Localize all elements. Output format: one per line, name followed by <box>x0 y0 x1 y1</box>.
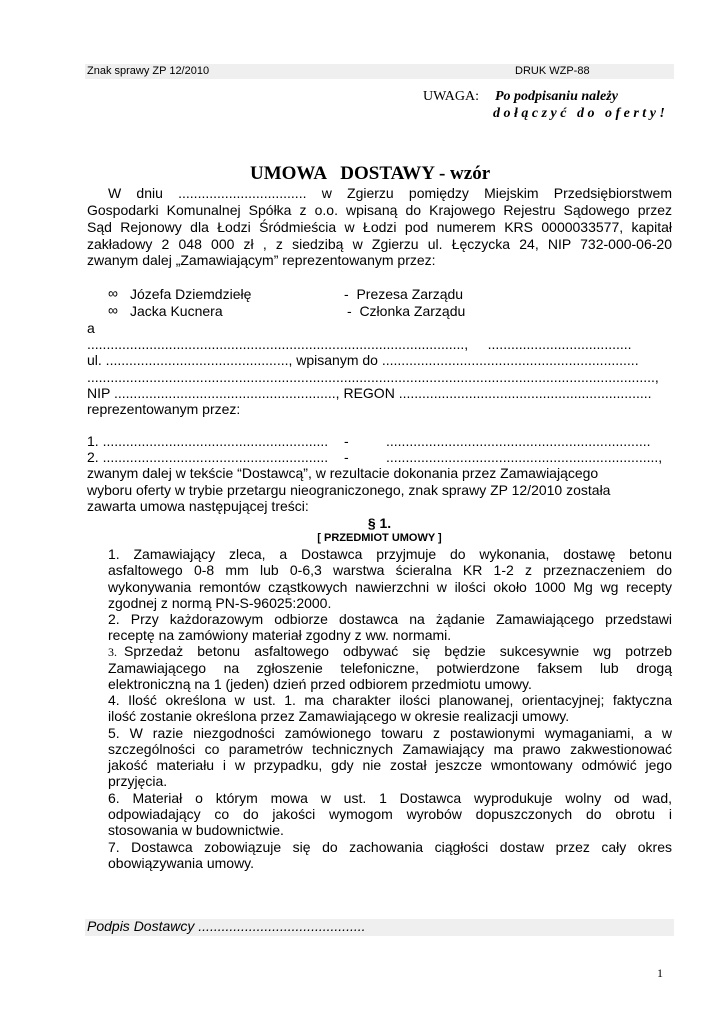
intro-line-3: Sąd Rejonowy dla Łodzi Śródmieścia w Łodzi pod numerem KRS 0000033577, kapitał <box>87 219 672 235</box>
signer-2-dash: - <box>344 449 349 465</box>
clause-4-line-2: ilość zostanie określona przez Zamawiającego w okresie realizacji umowy. <box>108 708 570 724</box>
clause-3-number: 3. <box>108 645 117 659</box>
contractor-line-2: ul. ..............................................., wpisanym do .................................................................. <box>87 352 639 368</box>
clause-3-line-1: Sprzedaż betonu asfaltowego odbywać się będzie sukcesywnie wg potrzeb <box>124 643 672 659</box>
clause-5-line-3: jakość materiału i w przypadku, gdy nie został jeszcze wmontowany odmówić jego <box>108 757 672 773</box>
contractor-line-3: .................................................................................................................................................., <box>87 369 659 385</box>
signer-1-left: 1. .......................................................... <box>87 433 329 449</box>
representative-role: - Prezesa Zarządu <box>344 286 464 302</box>
bullet-icon: ∞ <box>108 285 118 301</box>
clause-6-line-1: 6. Materiał o którym mowa w ust. 1 Dostawca wyprodukuje wolny od wad, <box>108 790 672 806</box>
contractor-line-1: ................................................................................................., ..................................... <box>87 336 632 352</box>
representative-role: - Członka Zarządu <box>347 303 466 319</box>
section-heading: [ PRZEDMIOT UMOWY ] <box>317 532 442 544</box>
closing-line-1: zwanym dalej w tekście “Dostawcą”, w rezultacie dokonania przez Zamawiającego <box>87 465 599 481</box>
conjunction-a: a <box>87 320 95 336</box>
clause-5-line-2: szczególności co parametrów technicznych Zamawiający ma prawo zakwestionować <box>108 741 672 757</box>
page-number: 1 <box>657 966 663 980</box>
note-line-1: Po podpisaniu należy <box>495 89 618 104</box>
clause-3-line-3: elektroniczną na 1 (jeden) dzień przed odbiorem przedmiotu umowy. <box>108 676 532 692</box>
clause-6-line-3: stosowania w budownictwie. <box>108 822 284 838</box>
closing-line-3: zawarta umowa następującej treści: <box>87 498 309 514</box>
clause-1-line-3: wykonywania remontów cząstkowych nawierzchni w ilości około 1000 Mg wg recepty <box>108 579 672 595</box>
clause-7-line-1: 7. Dostawca zobowiązuje się do zachowania ciągłości dostaw przez cały okres <box>108 839 672 855</box>
document-title: UMOWA DOSTAWY - wzór <box>250 163 491 184</box>
intro-line-1: W dniu ................................. w Zgierzu pomiędzy Miejskim Przedsiębiorstwem <box>108 185 672 201</box>
clause-4-line-1: 4. Ilość określona w ust. 1. ma charakter ilości planowanej, orientacyjnej; faktyczna <box>108 692 672 708</box>
representative-name: Jacka Kucnera <box>130 303 223 319</box>
signer-1-right: .................................................................... <box>386 433 651 449</box>
bullet-icon: ∞ <box>108 302 118 318</box>
clause-3-line-2: Zamawiającego na zgłoszenie telefoniczne, potwierdzone faksem lub drogą <box>108 660 672 676</box>
closing-line-2: wyboru oferty w trybie przetargu nieograniczonego, znak sprawy ZP 12/2010 została <box>87 482 611 498</box>
signature-field: Podpis Dostawcy ........................................... <box>87 918 366 934</box>
clause-5-line-1: 5. W razie niezgodności zamówionego towaru z postawionymi wymaganiami, a w <box>108 725 672 741</box>
form-code: DRUK WZP-88 <box>515 65 590 77</box>
clause-1-line-1: 1. Zamawiający zleca, a Dostawca przyjmuje do wykonania, dostawę betonu <box>108 546 672 562</box>
signer-2-right: ......................................................................, <box>386 449 663 465</box>
representative-name: Józefa Dziemdziełę <box>130 286 252 302</box>
intro-line-4: zakładowy 2 048 000 zł , z siedzibą w Zgierzu ul. Łęczycka 24, NIP 732-000-06-20 <box>87 236 672 252</box>
intro-line-5: zwanym dalej „Zamawiającym” reprezentowanym przez: <box>87 252 436 268</box>
section-number: § 1. <box>367 515 392 531</box>
case-reference: Znak sprawy ZP 12/2010 <box>87 65 210 77</box>
intro-line-2: Gospodarki Komunalnej Spółka z o.o. wpisaną do Krajowego Rejestru Sądowego przez <box>87 202 672 218</box>
note-line-2: d o ł ą c z y ć d o o f e r t y ! <box>493 106 665 121</box>
signer-2-left: 2. .......................................................... <box>87 449 329 465</box>
clause-6-line-2: odpowiadający co do jakości wymogom wyrobów dopuszczonych do obrotu i <box>108 806 672 822</box>
contractor-line-5: reprezentowanym przez: <box>87 401 241 417</box>
clause-2-line-2: receptę na zamówiony materiał zgodny z ww. normami. <box>108 627 452 643</box>
clause-1-line-2: asfaltowego 0-8 mm lub 0-6,3 warstwa ścieralna KR 1-2 z przeznaczeniem do <box>108 562 672 578</box>
note-label: UWAGA: <box>423 89 479 104</box>
clause-2-line-1: 2. Przy każdorazowym odbiorze dostawca na żądanie Zamawiającego przedstawi <box>108 611 672 627</box>
clause-5-line-4: przyjęcia. <box>108 773 168 789</box>
signer-1-dash: - <box>344 433 349 449</box>
contractor-line-4: NIP ........................................................., REGON ................................................................. <box>87 385 652 401</box>
clause-1-line-4: zgodnej z normą PN-S-96025:2000. <box>108 595 332 611</box>
clause-7-line-2: obowiązywania umowy. <box>108 855 255 871</box>
